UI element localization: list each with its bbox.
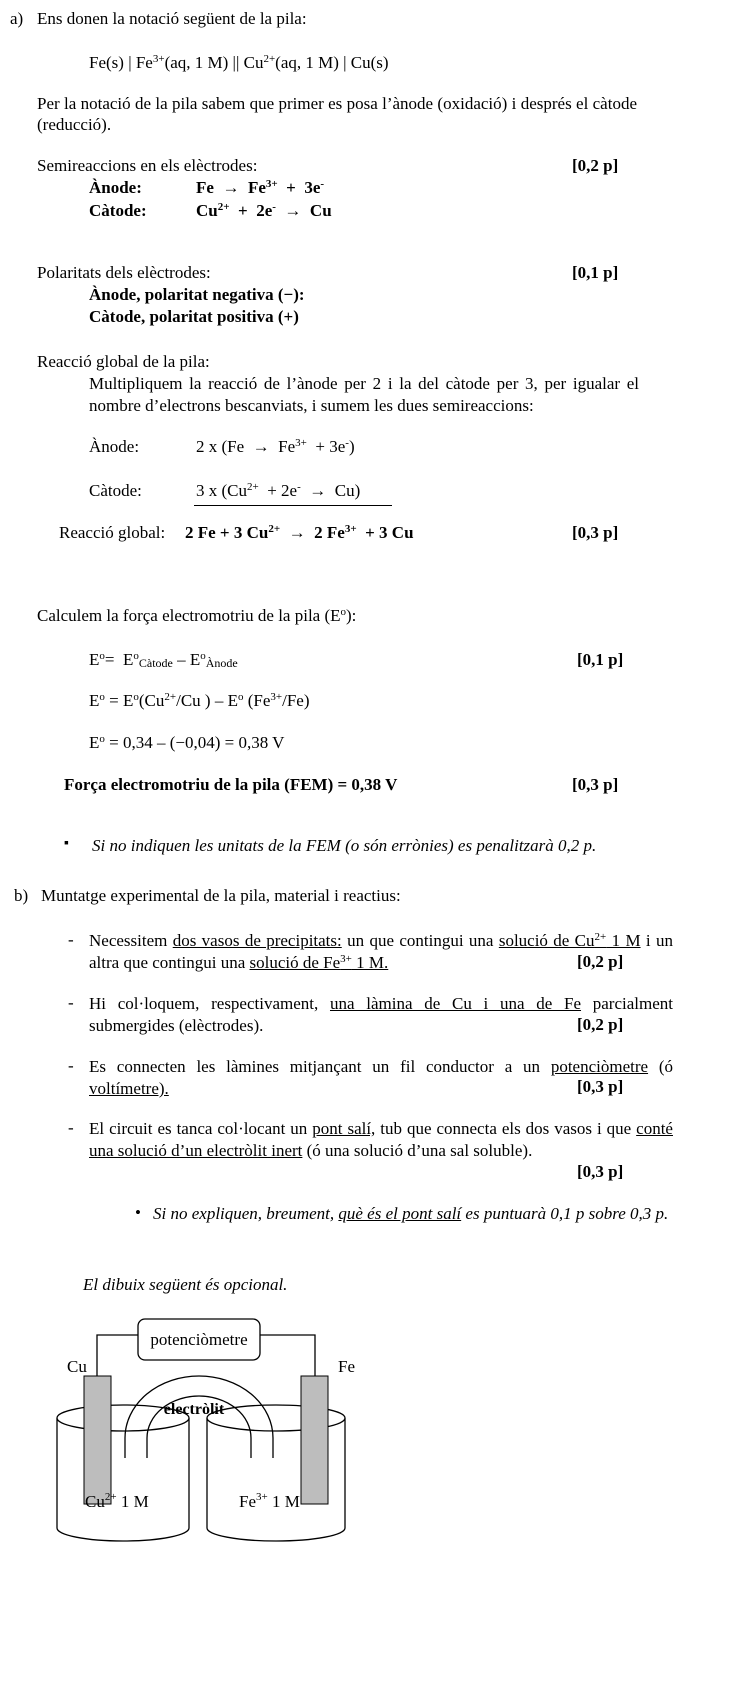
cu-solution-label: $Cu^{2+}$ 1 M: [85, 1491, 149, 1511]
notation-note: Per la notació de la pila sabem que primer es posa l’ànode (oxidació) i després el càtode (reducció).: [37, 94, 637, 134]
fe-electrode-label: Fe: [338, 1357, 355, 1376]
list-item: Hi col·loquem, respectivament, una làmina de Cu i una de Fe parcialment submergides (elèctrodes).: [89, 994, 673, 1035]
list-item: El circuit es tanca col·locant un pont salí, tub que connecta els dos vasos i que conté una solució d’un electròlit inert (ó una solució d’una sal soluble).: [89, 1119, 673, 1160]
global-cathode-label: Càtode:: [89, 481, 142, 500]
list-item: Es connecten les làmines mitjançant un fil conductor a un potenciòmetre (ó voltímetre).: [89, 1057, 673, 1098]
sum-line: [194, 505, 392, 506]
anode-label: Ànode:: [89, 178, 142, 197]
anode-polarity: Ànode, polaritat negativa (−):: [89, 285, 305, 304]
emf-equation-1-points: [0,1 p]: [577, 650, 624, 669]
item-dash: -: [68, 1118, 74, 1137]
section-a-intro: Ens donen la notació següent de la pila:: [37, 9, 307, 28]
item-dash: -: [68, 993, 74, 1012]
section-a-marker: a): [10, 9, 24, 28]
global-cathode-equation: 3 x $(Cu^{2+} + 2e^- \to Cu)$: [196, 481, 361, 500]
polarities-title: Polaritats dels elèctrodes:: [37, 263, 211, 282]
cu-electrode-label: Cu: [67, 1357, 87, 1376]
global-anode-equation: 2 x $(Fe \to Fe^{3+} + 3e^-)$: [196, 437, 355, 456]
emf-result: Força electromotriu de la pila (FEM) = 0,38 V: [64, 775, 398, 794]
emf-equation-2: $E^o = E^o(Cu^{2+}/Cu$ ) – $E^o$ $(Fe^{3+}/Fe)$: [89, 691, 310, 710]
cu-electrode: [84, 1376, 111, 1504]
penalty-note: Si no indiquen les unitats de la FEM (o són errònies) es penalitzarà 0,2 p.: [92, 836, 597, 855]
item-points: [0,2 p]: [577, 1015, 624, 1034]
global-anode-label: Ànode:: [89, 437, 140, 456]
optional-drawing-note: El dibuix següent és opcional.: [83, 1275, 288, 1294]
cell-notation: Fe(s) | $Fe^{3+}(aq$, 1 M) || $Cu^{2+}(aq$, 1 M) | Cu(s): [89, 53, 389, 72]
potentiometer-label: potenciòmetre: [150, 1330, 248, 1349]
emf-title: Calculem la força electromotriu de la pila $(E^o)$:: [37, 606, 357, 625]
section-b-title: Muntatge experimental de la pila, material i reactius:: [41, 886, 401, 905]
global-explanation: Multipliquem la reacció de l’ànode per 2 i la del càtode per 3, per igualar el nombre d’electrons bescanviats, i sumem les dues semireaccions:: [89, 374, 639, 415]
cathode-equation: $Cu^{2+} + 2e^- \to Cu$: [196, 201, 332, 220]
item-points: [0,3 p]: [577, 1162, 624, 1181]
semireactions-points: [0,2 p]: [572, 156, 619, 175]
section-b-marker: b): [14, 886, 29, 905]
emf-equation-1: $E^o= E^o_{Càtode} - E^o_{Ànode}$: [89, 650, 238, 670]
electrolyte-label: electròlit: [163, 1401, 225, 1418]
left-beaker: [57, 1405, 189, 1541]
emf-result-points: [0,3 p]: [572, 775, 619, 794]
global-result-equation: 2 Fe + 3 $Cu^{2+} \to 2$ $Fe^{3+} + 3$ Cu: [185, 523, 414, 542]
penalty-bullet: ▪: [64, 836, 69, 851]
cell-diagram: [0, 1310, 752, 1696]
emf-equation-3: $E^o = 0,34 - (-0,04) = 0,38$ V: [89, 733, 285, 752]
global-result-label: Reacció global:: [59, 523, 166, 542]
global-points: [0,3 p]: [572, 523, 619, 542]
item-points: [0,2 p]: [577, 952, 624, 971]
cathode-label: Càtode:: [89, 201, 147, 220]
item-dash: -: [68, 930, 74, 949]
list-item: Necessitem dos vasos de precipitats: un que contingui una solució de $Cu^{2+}$ 1 M i un altra que contingui una solució de $Fe^{3+}$ 1 M.: [89, 931, 674, 972]
note-bullet: •: [135, 1203, 141, 1222]
global-title: Reacció global de la pila:: [37, 352, 210, 371]
semireactions-title: Semireaccions en els elèctrodes:: [37, 156, 258, 175]
item-points: [0,3 p]: [577, 1077, 624, 1096]
salt-bridge-note: Si no expliquen, breument, què és el pont salí es puntuarà 0,1 p sobre 0,3 p.: [153, 1204, 669, 1223]
cathode-polarity: Càtode, polaritat positiva (+): [89, 307, 299, 326]
polarities-points: [0,1 p]: [572, 263, 619, 282]
fe-solution-label: $Fe^{3+}$ 1 M: [239, 1491, 300, 1511]
left-wire: [97, 1335, 138, 1376]
item-dash: -: [68, 1056, 74, 1075]
anode-equation: $Fe \to Fe^{3+} + 3e^-$: [196, 178, 325, 197]
right-wire: [260, 1335, 315, 1376]
fe-electrode: [301, 1376, 328, 1504]
